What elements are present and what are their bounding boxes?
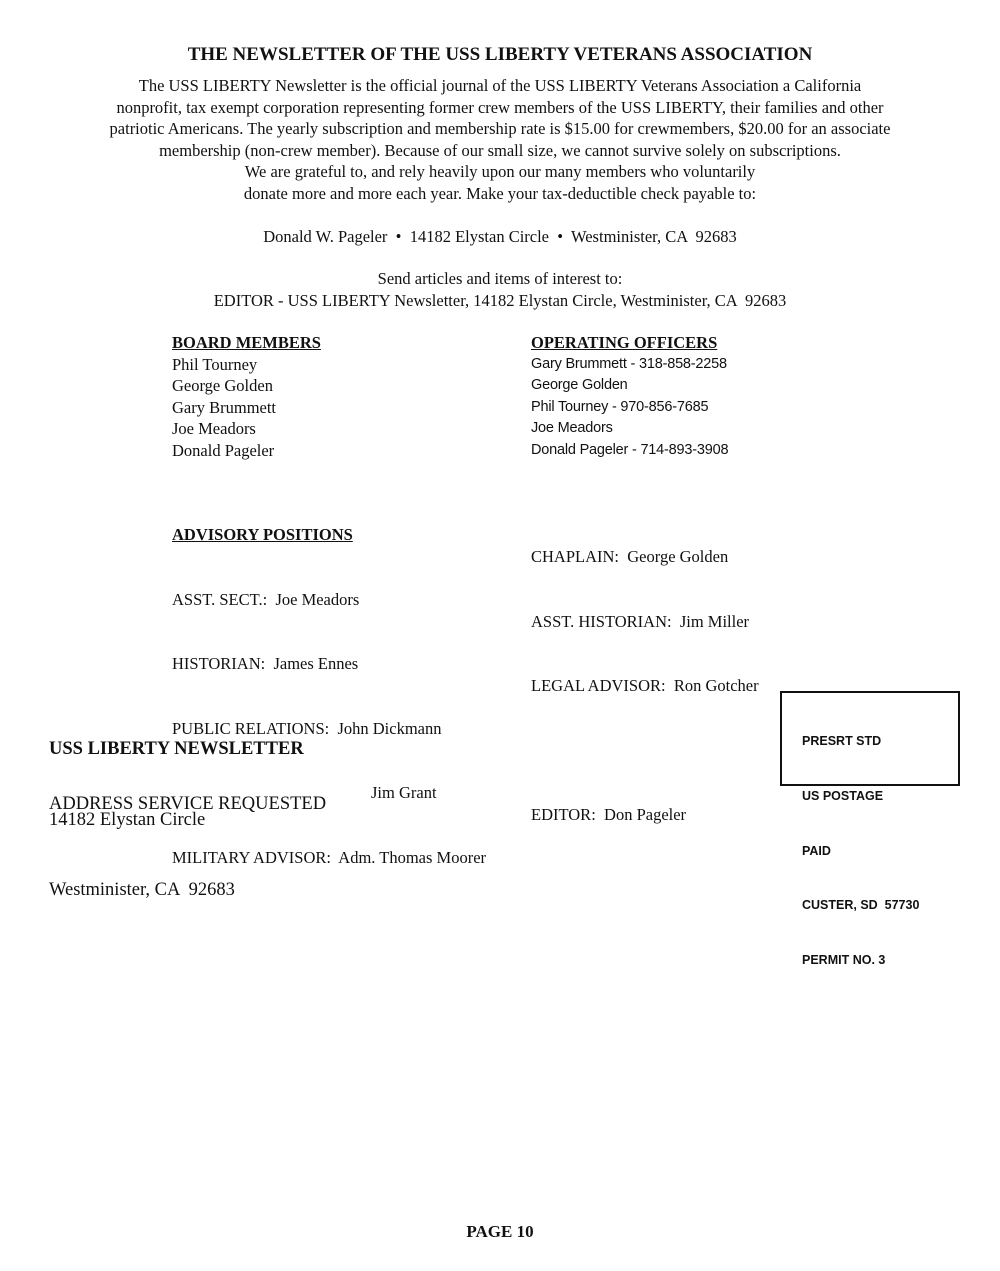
page-number: PAGE 10	[466, 1222, 534, 1241]
postage-line: PRESRT STD	[802, 734, 882, 749]
officer: Donald Pageler - 714-893-3908	[531, 441, 729, 458]
officer: George Golden	[531, 377, 628, 393]
return-street: 14182 Elystan Circle	[49, 809, 206, 830]
postage-line: PAID	[802, 843, 831, 858]
postage-line: PERMIT NO. 3	[802, 952, 886, 967]
send-articles	[0, 268, 1000, 311]
postage-indicia	[780, 691, 960, 967]
postage-line: US POSTAGE	[802, 789, 884, 804]
intro-line: membership (non-crew member). Because of our small size, we cannot survive solely on subscriptions.	[159, 140, 841, 160]
send-line: Send articles and items of interest to:	[377, 269, 623, 288]
advisory-item: CHAPLAIN: George Golden	[531, 547, 729, 566]
advisory-item: ASST. HISTORIAN: Jim Miller	[531, 611, 750, 631]
advisory-item: PUBLIC RELATIONS: John Dickmann	[172, 718, 442, 738]
intro-line: The USS LIBERTY Newsletter is the official journal of the USS LIBERTY Veterans Association a California	[138, 76, 862, 95]
payable-address: Donald W. Pageler • 14182 Elystan Circle • Westminister, CA 92683	[263, 227, 737, 246]
board-member: George Golden	[172, 376, 273, 395]
newsletter-title: THE NEWSLETTER OF THE USS LIBERTY VETERANS ASSOCIATION	[187, 44, 813, 65]
advisory-item: ASST. SECT.: Joe Meadors	[172, 589, 360, 609]
return-city: Westminister, CA 92683	[49, 880, 235, 900]
address-service-requested: ADDRESS SERVICE REQUESTED	[49, 794, 327, 814]
advisory-item: MILITARY ADVISOR: Adm. Thomas Moorer	[172, 847, 487, 867]
intro-line: donate more and more each year. Make your tax-deductible check payable to:	[243, 183, 757, 203]
intro-line: patriotic Americans. The yearly subscription and membership rate is $15.00 for crewmembers, $20.00 for an associate	[109, 119, 891, 138]
intro-paragraph	[0, 75, 1000, 204]
advisory-item: LEGAL ADVISOR: Ron Gotcher	[531, 676, 759, 695]
officers-heading: OPERATING OFFICERS	[531, 333, 718, 352]
advisory-heading: ADVISORY POSITIONS	[172, 525, 353, 544]
advisory-item: HISTORIAN: James Ennes	[172, 654, 359, 673]
intro-line: We are grateful to, and rely heavily upon our many members who voluntarily	[244, 162, 756, 181]
officer: Phil Tourney - 970-856-7685	[531, 398, 709, 415]
officer: Gary Brummett - 318-858-2258	[531, 355, 727, 372]
advisory-item: EDITOR: Don Pageler	[531, 805, 687, 824]
intro-line: nonprofit, tax exempt corporation representing former crew members of the USS LIBERTY, their families and other	[116, 97, 884, 117]
editor-address: EDITOR - USS LIBERTY Newsletter, 14182 Elystan Circle, Westminister, CA 92683	[213, 290, 787, 310]
board-members	[172, 332, 321, 461]
officer: Joe Meadors	[531, 420, 613, 436]
advisory-item: Jim Grant	[371, 783, 437, 802]
board-member: Donald Pageler	[172, 440, 275, 460]
board-member: Joe Meadors	[172, 419, 256, 438]
advisory-positions-right	[531, 503, 759, 847]
operating-officers	[531, 332, 728, 461]
return-name: USS LIBERTY NEWSLETTER	[49, 739, 304, 759]
postage-line: CUSTER, SD 57730	[802, 898, 920, 913]
advisory-item-empty	[531, 740, 759, 762]
board-member: Gary Brummett	[172, 397, 277, 417]
board-member: Phil Tourney	[172, 354, 258, 374]
board-heading: BOARD MEMBERS	[172, 333, 321, 352]
